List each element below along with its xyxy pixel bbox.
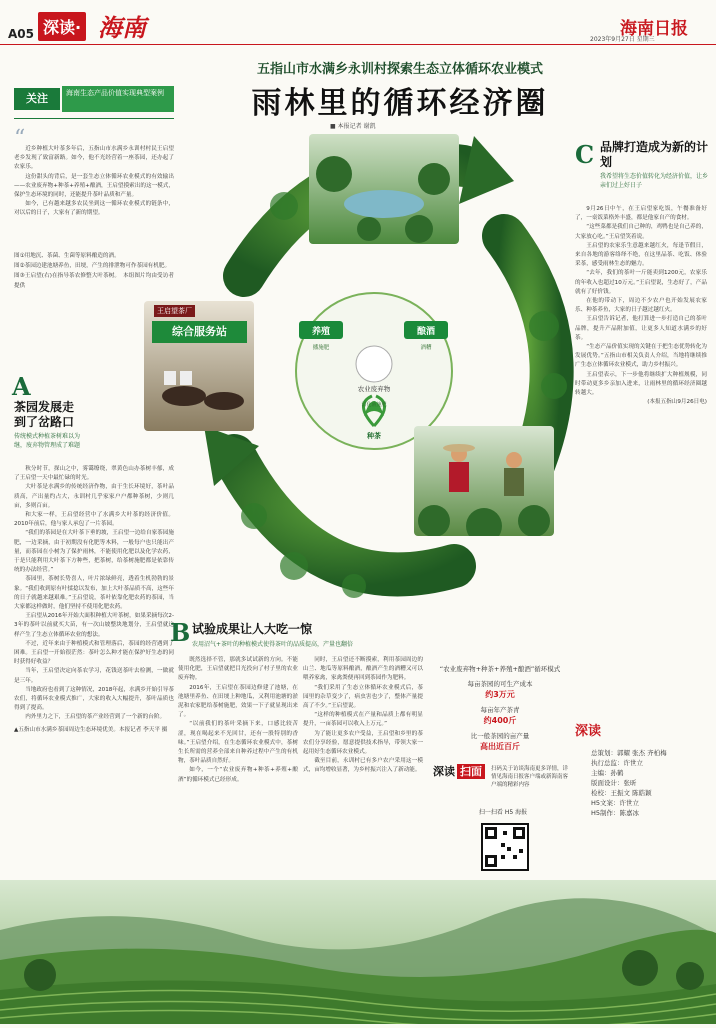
intro-paragraph: 这份甜头的背后，是一套生态立体循环农业模式的有效输出——农业废弃物+种茶+养殖+酿酒，王启望摸索出的这一模式，保护生态环境的同时，还能提升茶叶品质和产量。 — [14, 173, 174, 199]
staff-line: 主编：孙鹤 — [591, 769, 624, 777]
page-number: A05 — [8, 27, 34, 41]
paragraph: 不过，近年来由于种植模式和管理落后，茶园的经营遇到了困难。王启望一开始很茫然：茶叶怎么种才能在保护好生态的同时获得好收益？ — [14, 640, 174, 666]
caption: 图③王启望(右)在指导茶农修整大叶茶树。 本组图片均由受访者提供 — [14, 273, 174, 289]
diagram-label-brewing: 酿酒 — [416, 327, 435, 337]
promo-cta: 扫一扫看 H5 海报 — [478, 809, 528, 816]
staff-list — [591, 748, 707, 818]
tea-hills-graphic — [0, 880, 716, 1024]
section-logo-deep: 深读· — [38, 12, 86, 41]
byline: ■ 本报记者 谢凯 — [330, 123, 376, 130]
staff-logo: 深读 — [575, 724, 602, 739]
paragraph: “去年，我们的茶叶一斤能卖到1200元，农家乐的年收入也超过10万元。”王启望说，生态好了，产品就有了好价钱。 — [575, 270, 707, 295]
stats-value: 高出近百斤 — [480, 742, 520, 751]
stats-value: 约400斤 — [483, 716, 517, 725]
paragraph: 和大家一样，王启望经营中了水满乡大叶茶的经济价值。2010年前后，他与家人承包了一片茶园。 — [14, 512, 174, 528]
dateline: (本报五指山9月26日电) — [647, 399, 707, 406]
section-c-subtitle: 我希望将生态价值转化为经济价值，让乡亲们过上好日子 — [600, 173, 709, 189]
section-b-col-2 — [303, 656, 423, 776]
section-logo-hainan: 海南 — [98, 13, 146, 42]
diagram-sub-fertilizer: 沼化液施肥 — [361, 402, 387, 408]
promo-logo-deep: 深读 — [433, 765, 455, 778]
cycle-illustration — [157, 126, 574, 626]
paragraph: 大叶茶是水满乡的传统经济作物，由于生长环境好，茶叶品质高，产出量约占大，永训村几乎家家户户都种茶树，少则几亩，多则百亩。 — [14, 484, 174, 509]
stats-value: 约3万元 — [485, 690, 515, 699]
wine-jars-graphic — [144, 301, 254, 431]
qr-code-icon[interactable] — [481, 823, 529, 871]
footer-landscape-photo — [0, 880, 716, 1024]
paragraph: 王启望的农家乐生意越来越红火，每逢节假日，来自各地的游客络绎不绝，在这里品茶、吃饭、体验采茶，感受雨林生态的魅力。 — [575, 242, 707, 268]
quote-mark-icon: “ — [14, 126, 26, 151]
photo-captions — [14, 252, 174, 292]
intro-paragraph: 如今，已有越来越多农民坐到这一循环农业模式的链条中，对以后的日子，大家有了新的期望。 — [14, 201, 174, 217]
promo-text: 扫码关于访谈海南更多详情，详情见海南日报客户端或新海南客户端的精彩内容 — [491, 766, 569, 788]
section-logo — [38, 8, 178, 40]
paragraph: 秋分时节，探山之中，雾霭缭绕，翠黄色山办茶树丰郁，成了王启望一天中最忙碌的时光。 — [14, 466, 174, 482]
caption: 图②茶园边建池塘养鱼，田埂，产生的排泄物可作茶园有机肥。 — [14, 263, 171, 270]
paragraph: “我们的茶园是在大叶茶下垂的坡，王启望一边给自家茶园施肥，一边采摘，由于初期没有化肥等木料，一般每户也只能出产量，而茶园在小树为了保护雨林，不能使用化肥以及化学农药，于是只能利用大叶茶下方种些，把茶树，给茶树施肥都是依靠传统的办法经营。” — [14, 530, 174, 574]
paragraph: 为了能让更多农户受益，王启望和乡里的茶农们分享经验，愿意提供技术指导，带领大家一起用好生态循环农业模式。 — [303, 730, 423, 756]
stats-label: 每亩茶园的可生产成本 — [467, 680, 533, 688]
section-c-letter: C — [575, 140, 595, 169]
staff-line: H5文案：许世立 — [591, 799, 640, 807]
photo-tea-garden-pond — [309, 134, 459, 244]
photo-service-station — [144, 301, 254, 431]
qr-pattern-graphic — [483, 825, 527, 869]
landscape-graphic — [309, 134, 459, 244]
staff-line: 执行总监：许世立 — [591, 759, 643, 767]
diagram-label-tea: 种茶 — [367, 432, 381, 440]
section-c-title: 品牌打造成为新的计划 — [600, 140, 709, 169]
paragraph: 同时，王启望还不断摸索，利用茶园周边的山兰、地瓜等原料酿酒，酿酒产生的酒糟又可以喂养家禽，家禽粪便再回到茶园作为肥料。 — [303, 657, 423, 682]
paragraph: 如今，一个“农业废弃物+种茶+养殖+酿酒”的循环模式已经形成。 — [178, 767, 298, 783]
paragraph: 2016年，王启望在茶园边修建了池塘，在池塘里养鱼、在田埂上种地瓜，又利用池塘的淤泥和农家肥给茶树施肥，效果一下子就显现出来了。 — [178, 684, 298, 719]
paragraph: 既然选择不管，那就多试试新的方向。不能使用化肥，王启望就把目光投向了村子里的农业废弃物。 — [178, 657, 298, 682]
staff-box — [575, 720, 707, 830]
diagram-center-label: 农业废弃物 — [357, 385, 391, 393]
paragraph: 截至目前，永训村已有多户农户采用这一模式，亩均增收显著，为乡村振兴注入了新动能。 — [303, 758, 423, 774]
section-a-letter: A — [12, 372, 31, 401]
paragraph: “我们采用了生态立体循环农业模式后，茶园里的杂草变少了，病虫害也少了，整体产量提高了不少。”王启望说。 — [303, 684, 423, 710]
lead-rule — [14, 118, 174, 119]
section-c-body — [575, 205, 707, 407]
section-b-title: 试验成果让人大吃一惊 — [192, 622, 313, 636]
kicker: 五指山市水满乡永训村探索生态立体循环农业模式 — [256, 62, 543, 77]
section-a-photo-note: ▲五指山市水满乡茶园周边生态环境优美。本报记者 李天平 摄 — [14, 726, 168, 733]
section-b-col-1 — [178, 656, 298, 785]
section-a-body — [14, 465, 174, 735]
staff-line: 总策划：郭耀 张杰 齐柏梅 — [591, 749, 667, 757]
shop-banner: 王启望茶厂 — [154, 305, 195, 317]
caption: 图①用地沉、茶菌、生菌等原料酿造的酒。 — [14, 253, 120, 259]
section-b-letter: B — [170, 618, 191, 647]
promo-logo-scan: 扫面 — [457, 764, 485, 779]
staff-line: H5制作：陈嘉冰 — [591, 809, 640, 817]
promo-logo — [433, 763, 485, 779]
staff-line: 检校：王振文 陈皓颖 — [591, 789, 652, 797]
masthead: 海南日报 — [620, 19, 688, 39]
publication-date: 2023年9月27日 星期三 — [590, 36, 655, 43]
stats-label: 比一般茶园的亩产量 — [470, 732, 530, 740]
paragraph: 在他的带动下，周边不少农户也开始发展农家乐、种茶养鱼，大家的日子越过越红火。 — [575, 298, 707, 314]
stats-box — [430, 665, 570, 752]
paragraph: 王启望从2016年开始大面积种植大叶茶树，如果采摘每次2-3年的茶叶以前就买大苗，有一次山坡整块地划分，王启望就这样产生了生态立体循环农业的想法。 — [14, 613, 174, 638]
paragraph: 王启望表示，下一步他将继续扩大种植规模，同时带动更多乡亲加入进来，让雨林里的循环经济圈越转越大。 — [575, 371, 707, 397]
paragraph: “这些菜都是我们自己种的，鸡鸭也是自己养的，大家放心吃。”王启望笑着说。 — [575, 224, 707, 240]
paragraph: 当地政府也看到了这种情况，2018年起，水满乡开始引导茶农们，将循环农业模式推广，大家的收入大幅提升，茶叶品质也得到了提高。 — [14, 686, 174, 712]
paragraph: 9月26日中午，在王启望家吃饭，午餐准备好了，一桌饭菜格外丰盛，都是他家自产的食材。 — [575, 206, 707, 222]
paragraph: “生态产品价值实现的关键在于把生态优势转化为发展优势。”五指山市相关负责人介绍，当地将继续推广生态立体循环农业模式，助力乡村振兴。 — [575, 344, 707, 369]
diagram-label-breeding: 养殖 — [311, 327, 330, 337]
paragraph: “这样的种植模式在产量和品质上都有明显提升，一亩茶园可以收入上万元。” — [303, 712, 423, 728]
paragraph: “以前我们的茶叶采摘下来，口感比较苦涩，现在喝起来不光回甘，还有一股特别的香味。”王启望介绍，在生态循环农业模式中，茶树生长所需的营养全部来自种养过程中产生的有机物，茶叶品质自然好。 — [178, 721, 298, 765]
photo-tea-picking — [414, 426, 554, 536]
people-graphic — [414, 426, 554, 536]
paragraph: 当年，王启望决定向茶农学习，花钱送茶叶去检测，一做就是三年。 — [14, 668, 174, 684]
paragraph: 内外里力之下，王启望的茶产业经营到了一个新的台阶。 — [25, 714, 166, 721]
section-b-subtitle: 农用沼气+茶叶的种植模式使得茶叶的品质提高，产量也翻倍 — [192, 641, 354, 648]
service-station-sign: 综合服务站 — [152, 321, 247, 343]
diagram-sub-brewing: 酒糟 — [420, 345, 432, 351]
stats-title: “农业废弃物+种茶+养殖+酿酒”循环模式 — [439, 665, 561, 673]
intro-text — [14, 145, 174, 219]
paragraph: 茶园里，茶树长势喜人，叶片浓绿鲜亮，透着生机勃勃的景象。“我们收到原有叶揉捻以发布，加上大叶茶品质不高，这些年的日子就越来越艰难。”王启望说，茶叶依靠化肥农药的茶园，当大家都这样做时，他们坚持不使用化肥农药。 — [14, 576, 174, 611]
section-a-subtitle: 传统模式种植茶树难以为继，废弃物管理成了难题 — [14, 433, 81, 449]
focus-label: 关注 — [14, 88, 60, 110]
headline: 雨林里的循环经济圈 — [251, 86, 549, 121]
intro-paragraph: 近乡种植大叶茶多年后，五指山市水满乡永训村村民王启望老乡发现了致富新路。如今，他不光经营着一座茶园，还办起了农家乐。 — [14, 146, 174, 171]
header-rule — [0, 44, 716, 45]
section-a-title: 茶园发展走到了岔路口 — [14, 400, 75, 429]
paragraph: 王启望告诉记者，他打算进一步打造自己的茶叶品牌，提升产品附加值，让更多人知道水满乡的好茶。 — [575, 316, 707, 341]
focus-text: 海南生态产品价值实现典型案例 — [62, 86, 174, 112]
staff-line: 版面设计：张昕 — [591, 779, 637, 787]
stats-label: 每亩年产茶青 — [480, 706, 520, 714]
diagram-sub-breeding: 播施肥 — [312, 345, 330, 351]
